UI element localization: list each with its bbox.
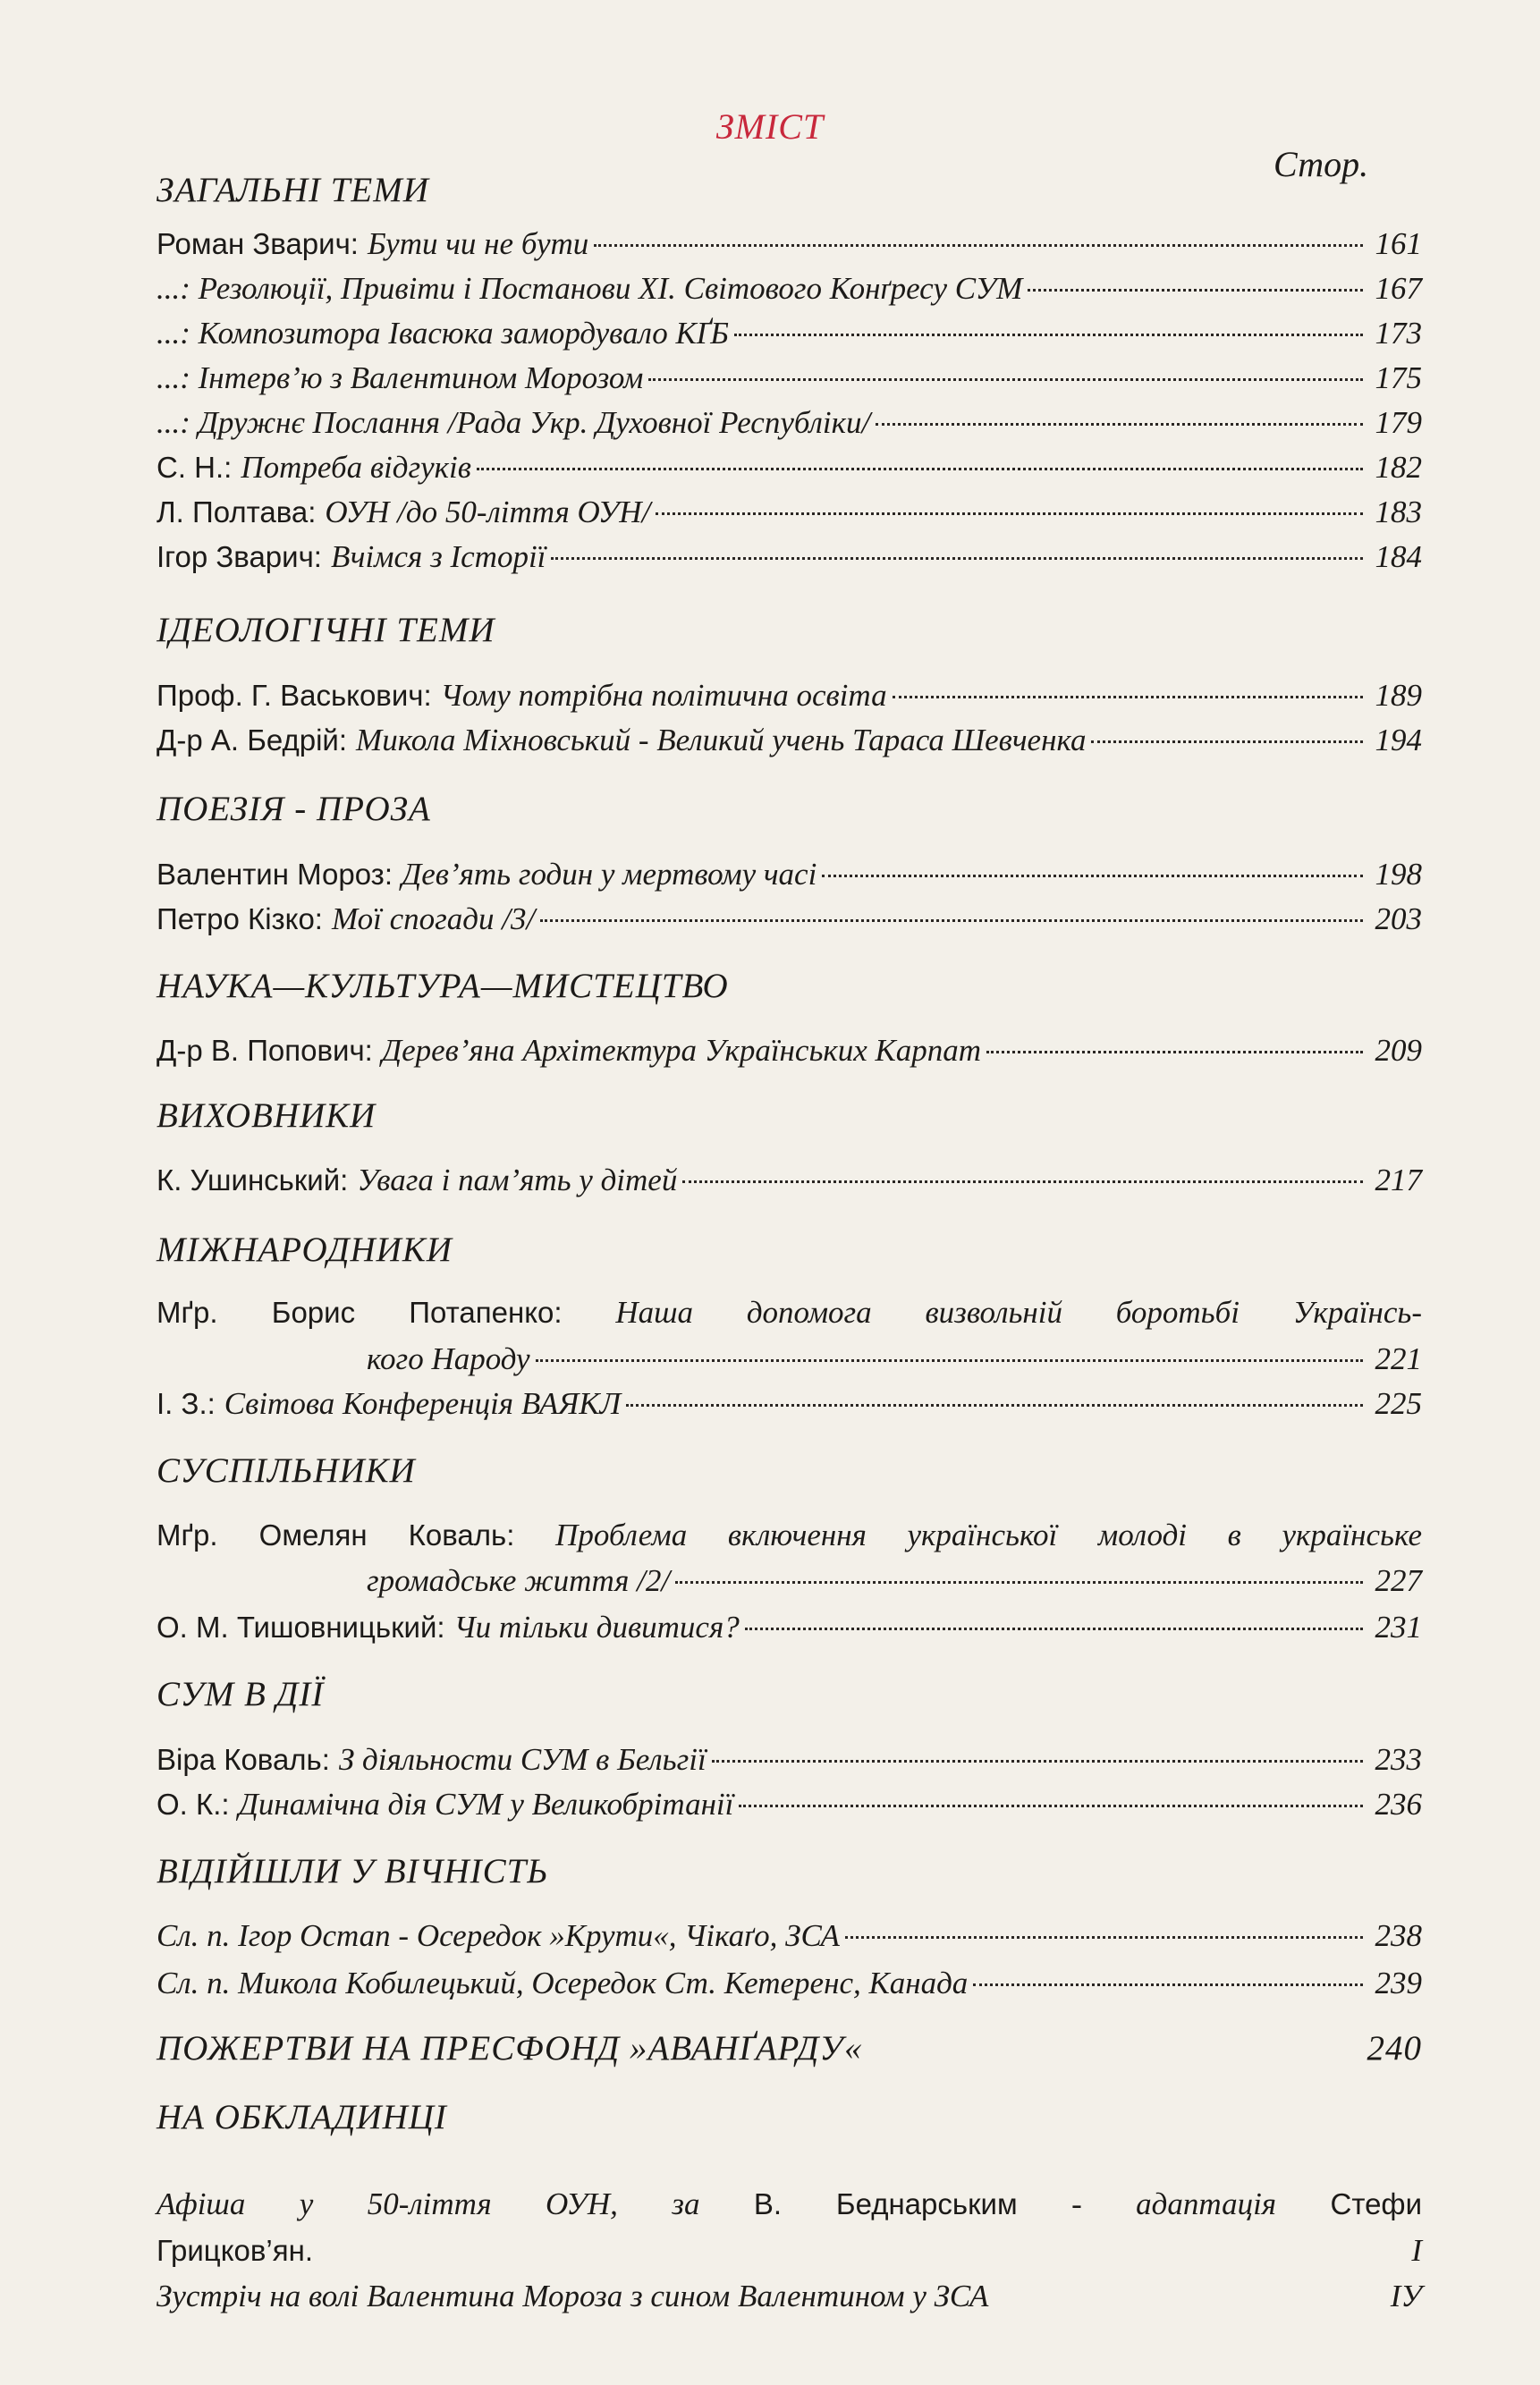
entry-title: ...: Дружнє Послання /Рада Укр. Духовної Республіки/ [157,405,871,440]
toc-entry[interactable] [157,1918,1422,1954]
dot-leader [1028,289,1363,292]
entry-page: 175 [1375,360,1422,395]
section-heading: СУМ В ДІЇ [157,1675,325,1713]
dot-leader [822,875,1363,877]
cover-text: Афіша у 50-ліття ОУН, за [157,2186,700,2221]
section-heading: ВИХОВНИКИ [157,1096,377,1135]
entry-author: Д-р В. Попович: [157,1034,373,1067]
entry-author: Роман Зварич: [157,227,359,260]
toc-entry[interactable] [157,271,1422,307]
entry-author: Ігор Зварич: [157,540,322,573]
toc-entry-line[interactable] [157,1518,1422,1553]
toc-entry[interactable] [157,1742,1422,1778]
toc-entry[interactable] [157,1163,1422,1198]
cover-line-3 [157,2279,1422,2314]
entry-page: 240 [1367,2029,1422,2068]
dot-leader [845,1936,1363,1939]
entry-page: 236 [1375,1787,1422,1822]
entry-author: Петро Кізко: [157,902,323,935]
section-heading: ПОЖЕРТВИ НА ПРЕСФОНД »АВАНҐАРДУ« [157,2029,863,2068]
cover-text: - адаптація [1071,2186,1277,2221]
entry-page: 231 [1375,1610,1422,1645]
entry-title: Динамічна дія СУМ у Великобрітанії [238,1787,734,1822]
dot-leader [540,919,1363,922]
cover-author: В. Беднарським [753,2187,1018,2220]
entry-title: Потреба відгуків [241,450,471,485]
toc-entry-line[interactable] [157,1295,1422,1331]
entry-title: Дев’ять годин у мертвому часі [401,857,817,892]
entry-author: Л. Полтава: [157,495,317,529]
entry-author: Віра Коваль: [157,1743,330,1776]
dot-leader [876,423,1363,426]
section-heading: СУСПІЛЬНИКИ [157,1451,416,1490]
entry-title: Сл. п. Микола Кобилецький, Осередок Ст. Кетеренс, Канада [157,1966,969,2000]
dot-leader [973,1983,1363,1986]
cover-line-2 [157,2233,1422,2269]
entry-title: Сл. п. Ігор Остап - Осередок »Крути«, Чікаґо, ЗСА [157,1918,840,1953]
entry-page: 239 [1375,1966,1422,2000]
entry-title: Проблема включення української молоді в українське [555,1518,1422,1552]
toc-entry[interactable] [157,1610,1422,1645]
entry-page: ІУ [1390,2279,1422,2313]
entry-title: ...: Композитора Івасюка замордувало КҐБ [157,316,729,351]
dot-leader [986,1051,1363,1053]
section-heading: НАУКА—КУЛЬТУРА—МИСТЕЦТВО [157,967,729,1005]
entry-author: Мґр. Омелян Коваль: [157,1518,515,1552]
dot-leader [648,378,1363,381]
section-heading: МІЖНАРОДНИКИ [157,1231,453,1269]
dot-leader [675,1581,1363,1584]
entry-title: Вчімся з Історії [330,539,546,574]
cover-text: Зустріч на волі Валентина Мороза з сином Валентином у ЗСА [157,2279,989,2313]
toc-entry[interactable] [157,316,1422,351]
dot-leader [712,1760,1363,1763]
entry-title: ...: Резолюції, Привіти і Постанови XI. Світового Конґресу СУМ [157,271,1023,306]
entry-page: 225 [1375,1386,1422,1421]
dot-leader [626,1404,1363,1407]
entry-title: ...: Інтерв’ю з Валентином Морозом [157,360,644,395]
toc-entry[interactable] [157,1386,1422,1422]
toc-entry[interactable] [157,226,1422,262]
entry-page: 198 [1375,857,1422,892]
toc-entry[interactable] [157,539,1422,575]
cover-author: Стефи [1330,2187,1423,2220]
entry-title: Дерев’яна Архітектура Українських Карпат [381,1033,982,1068]
entry-page: 182 [1375,450,1422,485]
toc-entry[interactable] [157,901,1422,937]
entry-page: 217 [1375,1163,1422,1197]
toc-entry[interactable] [157,1966,1422,2001]
entry-page: 189 [1375,678,1422,713]
dot-leader [656,512,1363,515]
entry-title: Микола Міхновський - Великий учень Тараса Шевченка [356,723,1087,757]
dot-leader [682,1180,1363,1183]
entry-title: З діяльности СУМ в Бельгії [338,1742,707,1777]
dot-leader [551,557,1363,560]
entry-title: Мої спогади /3/ [331,901,536,936]
toc-entry[interactable] [157,857,1422,892]
toc-entry[interactable] [157,1033,1422,1069]
cover-author: Грицков’ян. [157,2234,313,2267]
dot-leader [477,468,1363,470]
dot-leader [1091,740,1363,743]
dot-leader [734,334,1363,336]
entry-page: 161 [1375,226,1422,261]
entry-page: 184 [1375,539,1422,574]
entry-page: 203 [1375,901,1422,936]
page-title: ЗМІСТ [715,106,825,147]
entry-author: Проф. Г. Васькович: [157,679,432,712]
entry-title: Чому потрібна політична освіта [440,678,887,713]
toc-entry[interactable] [157,678,1422,714]
toc-entry[interactable] [157,723,1422,758]
toc-entry[interactable] [157,405,1422,441]
cover-line-1 [157,2186,1422,2222]
entry-author: О. К.: [157,1788,230,1821]
entry-author: Мґр. Борис Потапенко: [157,1296,563,1329]
entry-author: Д-р А. Бедрій: [157,723,348,757]
toc-entry[interactable] [157,360,1422,396]
entry-page: 221 [1375,1341,1422,1376]
section-heading: ПОЕЗІЯ - ПРОЗА [157,790,431,828]
entry-page: І [1411,2233,1422,2268]
entry-title-continued: кого Народу [367,1341,530,1376]
entry-title: Увага і пам’ять у дітей [357,1163,678,1197]
dot-leader [536,1359,1363,1362]
page-column-header: Стор. [1273,144,1369,184]
entry-page: 209 [1375,1033,1422,1068]
toc-entry-donations[interactable] [157,2028,1422,2068]
entry-page: 194 [1375,723,1422,757]
entry-page: 167 [1375,271,1422,306]
entry-title: Світова Конференція ВАЯКЛ [224,1386,622,1421]
entry-author: К. Ушинський: [157,1163,349,1197]
entry-title: Чи тільки дивитися? [453,1610,740,1645]
dot-leader [893,696,1363,698]
dot-leader [745,1628,1363,1630]
entry-page: 233 [1375,1742,1422,1777]
entry-author: Валентин Мороз: [157,858,393,891]
toc-entry[interactable] [367,1563,1422,1599]
section-heading: ІДЕОЛОГІЧНІ ТЕМИ [157,611,495,649]
dot-leader [594,244,1363,247]
entry-page: 179 [1375,405,1422,440]
section-heading: НА ОБКЛАДИНЦІ [157,2098,447,2136]
entry-page: 238 [1375,1918,1422,1953]
toc-entry[interactable] [367,1341,1422,1377]
entry-title-continued: громадське життя /2/ [367,1563,671,1598]
entry-author: О. М. Тишовницький: [157,1611,445,1644]
entry-page: 227 [1375,1563,1422,1598]
entry-title: Бути чи не бути [367,226,589,261]
toc-entry[interactable] [157,1787,1422,1823]
entry-title: ОУН /до 50-ліття ОУН/ [325,495,651,529]
entry-page: 183 [1375,495,1422,529]
toc-entry[interactable] [157,495,1422,530]
section-heading: ВІДІЙШЛИ У ВІЧНІСТЬ [157,1852,549,1890]
section-heading: ЗАГАЛЬНІ ТЕМИ [157,171,429,209]
entry-author: І. З.: [157,1387,216,1420]
dot-leader [739,1805,1363,1807]
toc-entry[interactable] [157,450,1422,486]
entry-title: Наша допомога визвольній боротьбі Українсь- [615,1295,1422,1330]
entry-page: 173 [1375,316,1422,351]
entry-author: С. Н.: [157,451,233,484]
